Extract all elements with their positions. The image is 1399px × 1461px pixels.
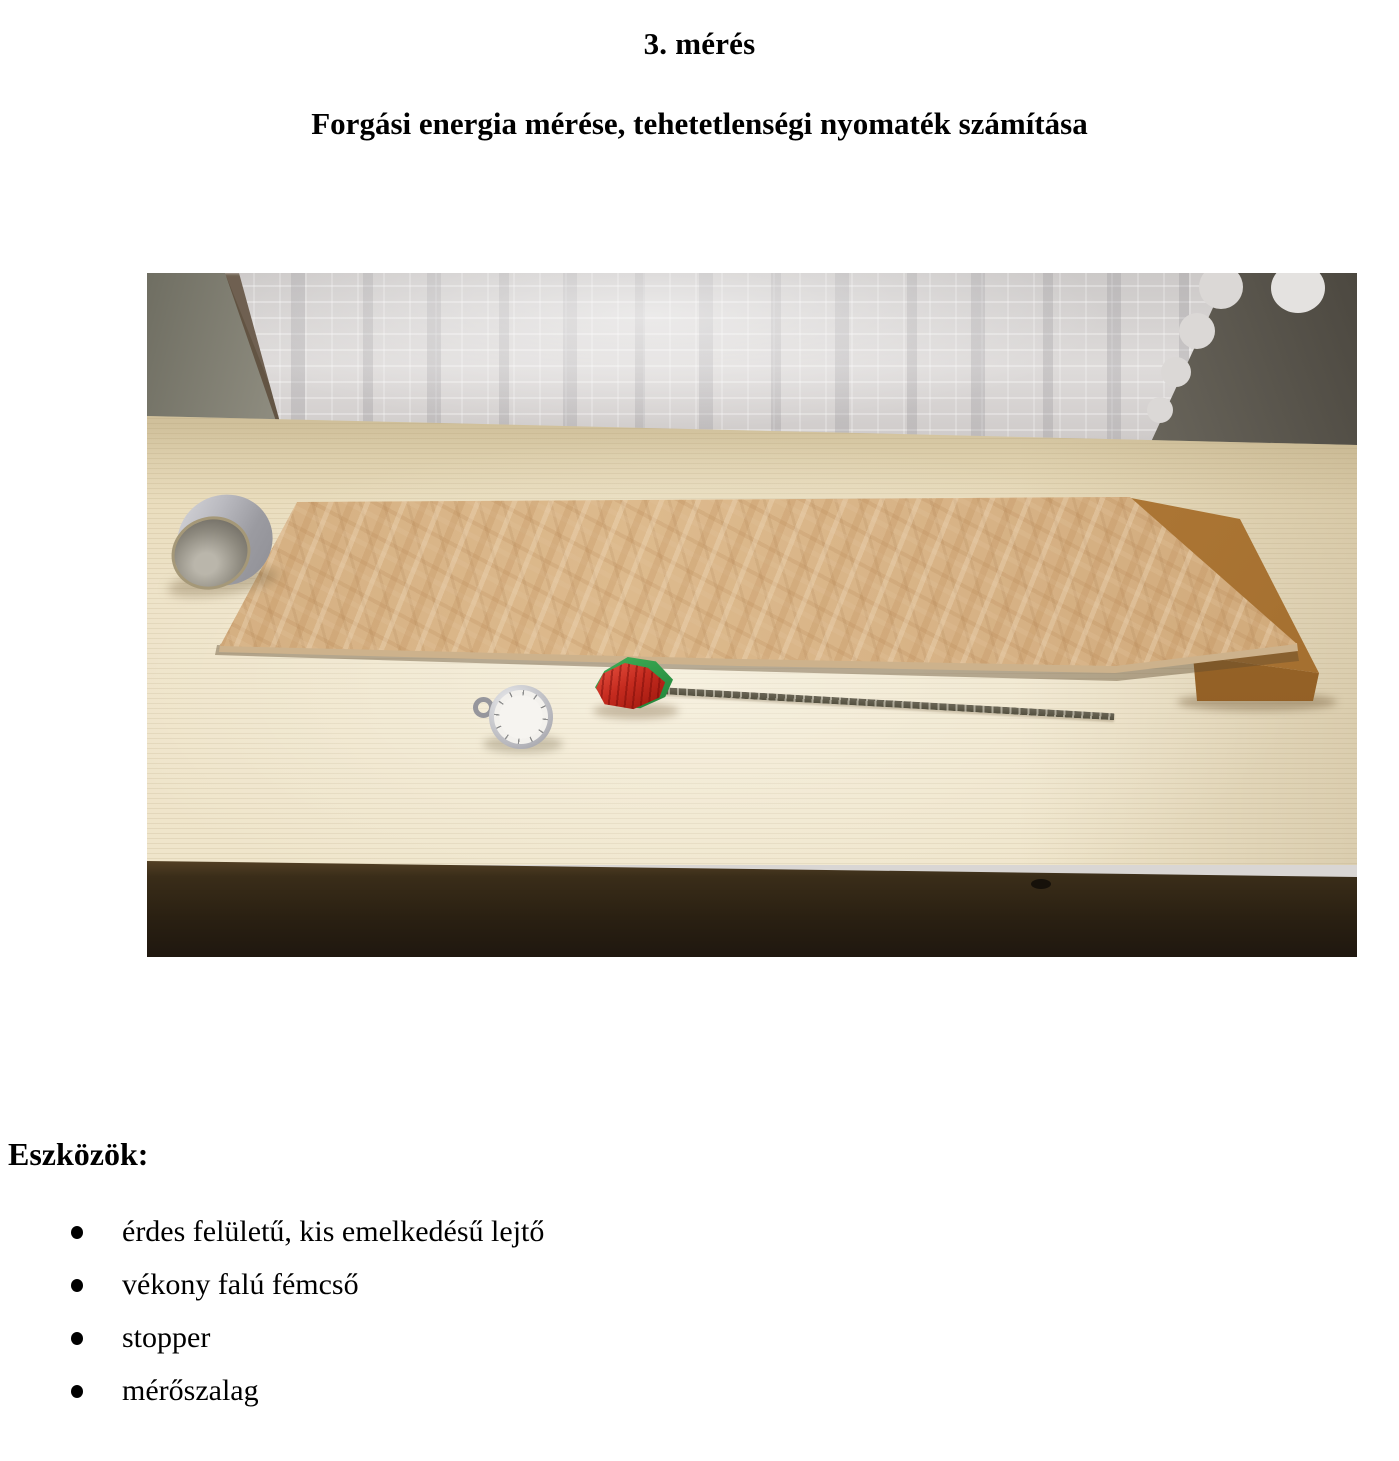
equipment-item: stopper	[0, 1311, 900, 1364]
equipment-item: érdes felületű, kis emelkedésű lejtő	[0, 1205, 900, 1258]
curtain-scallop	[1161, 357, 1191, 387]
equipment-item: mérőszalag	[0, 1364, 900, 1417]
page-subtitle: Forgási energia mérése, tehetetlenségi nyomaték számítása	[311, 106, 1088, 141]
experiment-photo	[147, 273, 1357, 957]
page-title: 3. mérés	[643, 26, 756, 61]
table-front-edge	[147, 859, 1357, 957]
curtain-scallop	[1179, 313, 1215, 349]
stopwatch-face	[494, 690, 548, 744]
curtain-scallop	[1147, 397, 1173, 423]
equipment-list	[0, 1205, 900, 1417]
equipment-item: vékony falú fémcső	[0, 1258, 900, 1311]
table-edge-knob	[1031, 879, 1051, 889]
equipment-heading: Eszközök:	[8, 1136, 149, 1172]
